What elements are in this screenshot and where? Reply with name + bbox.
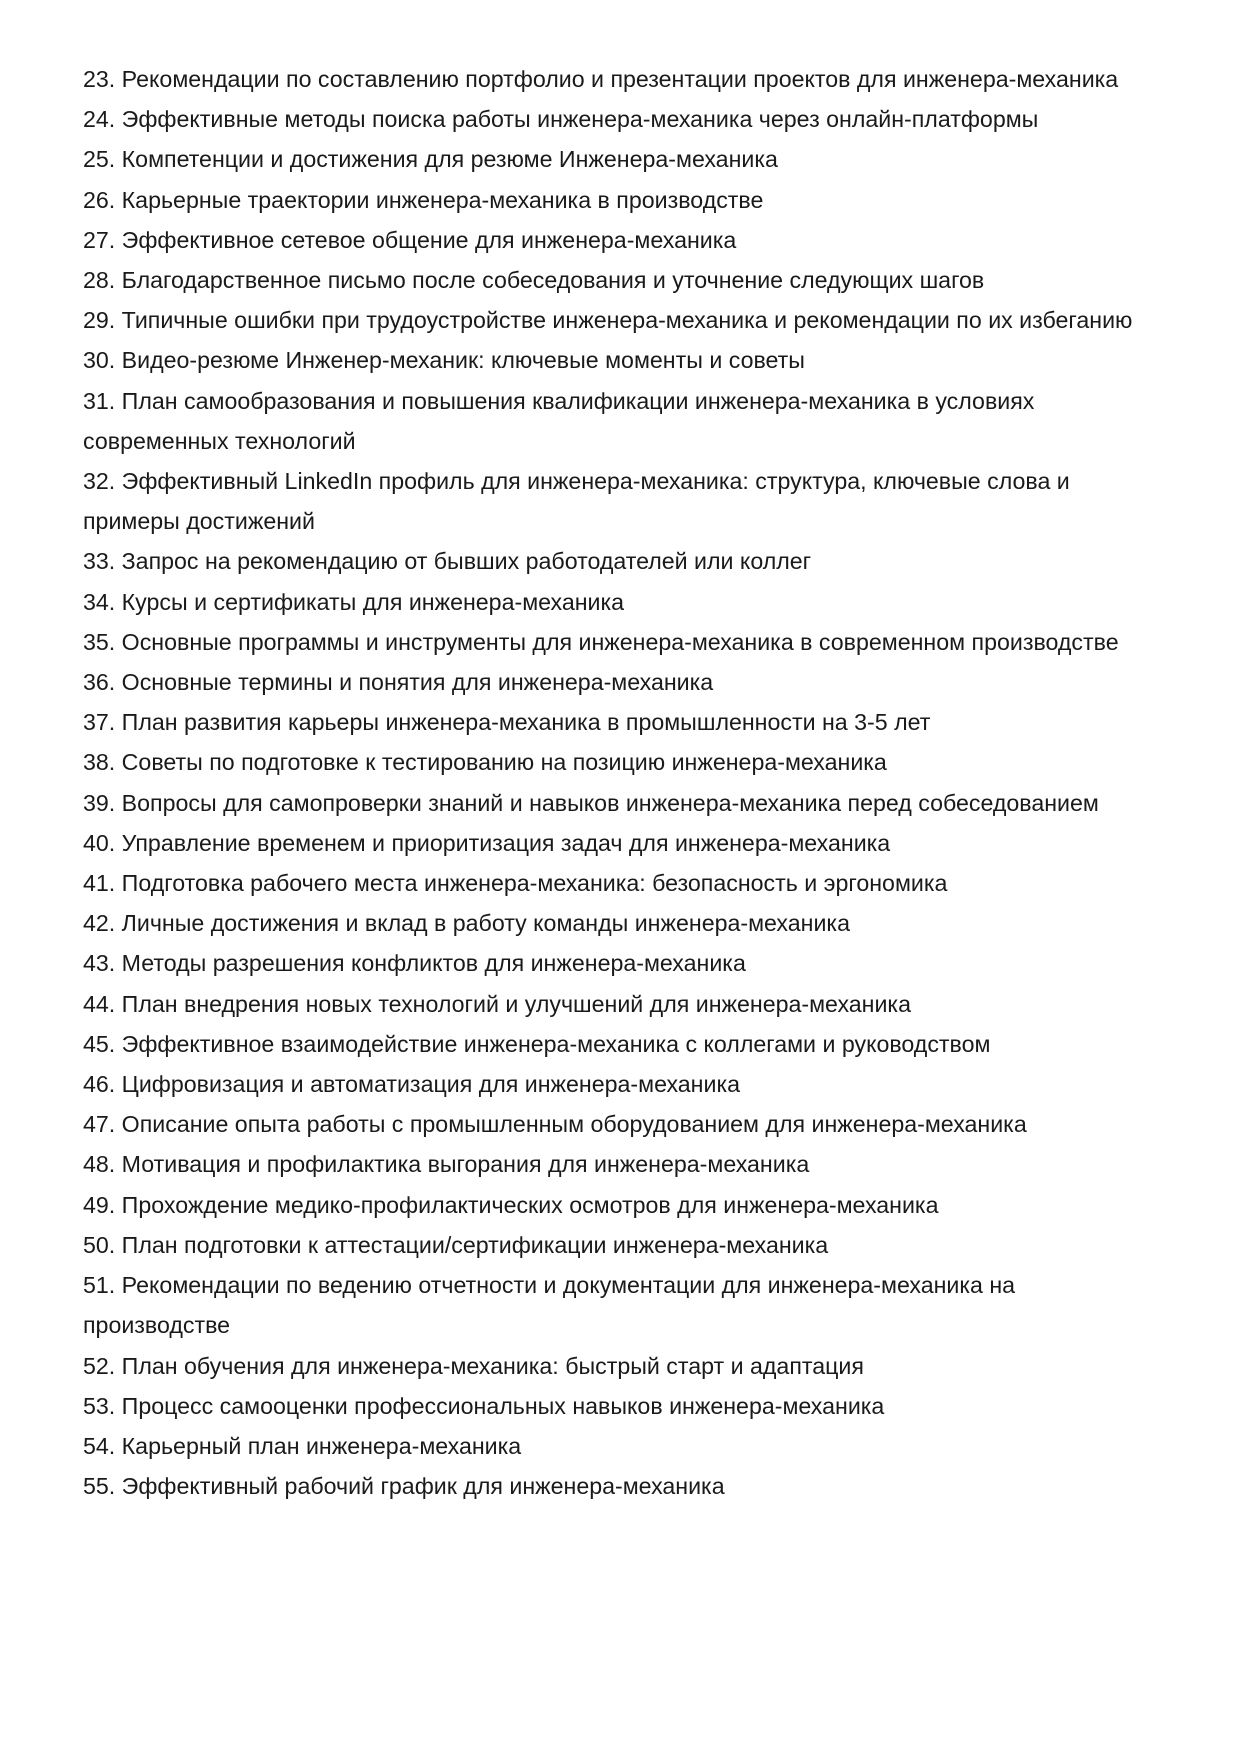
document-page (83, 59, 1163, 1506)
list-item: 26. Карьерные траектории инженера-механика в производстве (83, 186, 764, 213)
list-item: 38. Советы по подготовке к тестированию на позицию инженера-механика (83, 749, 887, 776)
list-item: 44. План внедрения новых технологий и улучшений для инженера-механика (83, 990, 911, 1017)
list-item: 47. Описание опыта работы с промышленным оборудованием для инженера-механика (83, 1111, 1027, 1138)
list-item: 34. Курсы и сертификаты для инженера-механика (83, 588, 625, 615)
list-item: 39. Вопросы для самопроверки знаний и навыков инженера-механика перед собеседованием (83, 789, 1099, 816)
list-item: 24. Эффективные методы поиска работы инженера-механика через онлайн-платформы (83, 106, 1039, 133)
numbered-topic-list (83, 59, 1163, 1506)
list-item: 35. Основные программы и инструменты для инженера-механика в современном производстве (83, 628, 1119, 655)
list-item: 52. План обучения для инженера-механика: быстрый старт и адаптация (83, 1352, 864, 1379)
list-item: 54. Карьерный план инженера-механика (83, 1432, 522, 1459)
list-item: 55. Эффективный рабочий график для инженера-механика (83, 1473, 725, 1500)
list-item: 25. Компетенции и достижения для резюме Инженера-механика (83, 146, 778, 173)
list-item: 33. Запрос на рекомендацию от бывших работодателей или коллег (83, 548, 812, 575)
list-item: 36. Основные термины и понятия для инженера-механика (83, 669, 714, 696)
list-item: 48. Мотивация и профилактика выгорания для инженера-механика (83, 1151, 810, 1178)
list-item: 51. Рекомендации по ведению отчетности и документации для инженера-механика на производстве (83, 1272, 1016, 1339)
list-item: 37. План развития карьеры инженера-механика в промышленности на 3-5 лет (83, 709, 931, 736)
list-item: 43. Методы разрешения конфликтов для инженера-механика (83, 950, 746, 977)
list-item: 29. Типичные ошибки при трудоустройстве инженера-механика и рекомендации по их избеганию (83, 307, 1133, 334)
list-item: 42. Личные достижения и вклад в работу команды инженера-механика (83, 910, 850, 937)
list-item: 41. Подготовка рабочего места инженера-механика: безопасность и эргономика (83, 870, 948, 897)
list-item: 46. Цифровизация и автоматизация для инженера-механика (83, 1071, 740, 1098)
list-item: 30. Видео-резюме Инженер-механик: ключевые моменты и советы (83, 347, 805, 374)
list-item: 28. Благодарственное письмо после собеседования и уточнение следующих шагов (83, 267, 985, 294)
list-item: 45. Эффективное взаимодействие инженера-механика с коллегами и руководством (83, 1030, 991, 1057)
list-item: 32. Эффективный LinkedIn профиль для инженера-механика: структура, ключевые слова и примеры достижений (83, 468, 1070, 535)
list-item: 49. Прохождение медико-профилактических осмотров для инженера-механика (83, 1191, 939, 1218)
list-item: 40. Управление временем и приоритизация задач для инженера-механика (83, 829, 891, 856)
list-item: 23. Рекомендации по составлению портфолио и презентации проектов для инженера-механика (83, 66, 1119, 92)
list-item: 53. Процесс самооценки профессиональных навыков инженера-механика (83, 1392, 885, 1419)
list-item: 27. Эффективное сетевое общение для инженера-механика (83, 226, 737, 253)
list-item: 50. План подготовки к аттестации/сертификации инженера-механика (83, 1231, 829, 1258)
list-item: 31. План самообразования и повышения квалификации инженера-механика в условиях современных технологий (83, 387, 1035, 454)
